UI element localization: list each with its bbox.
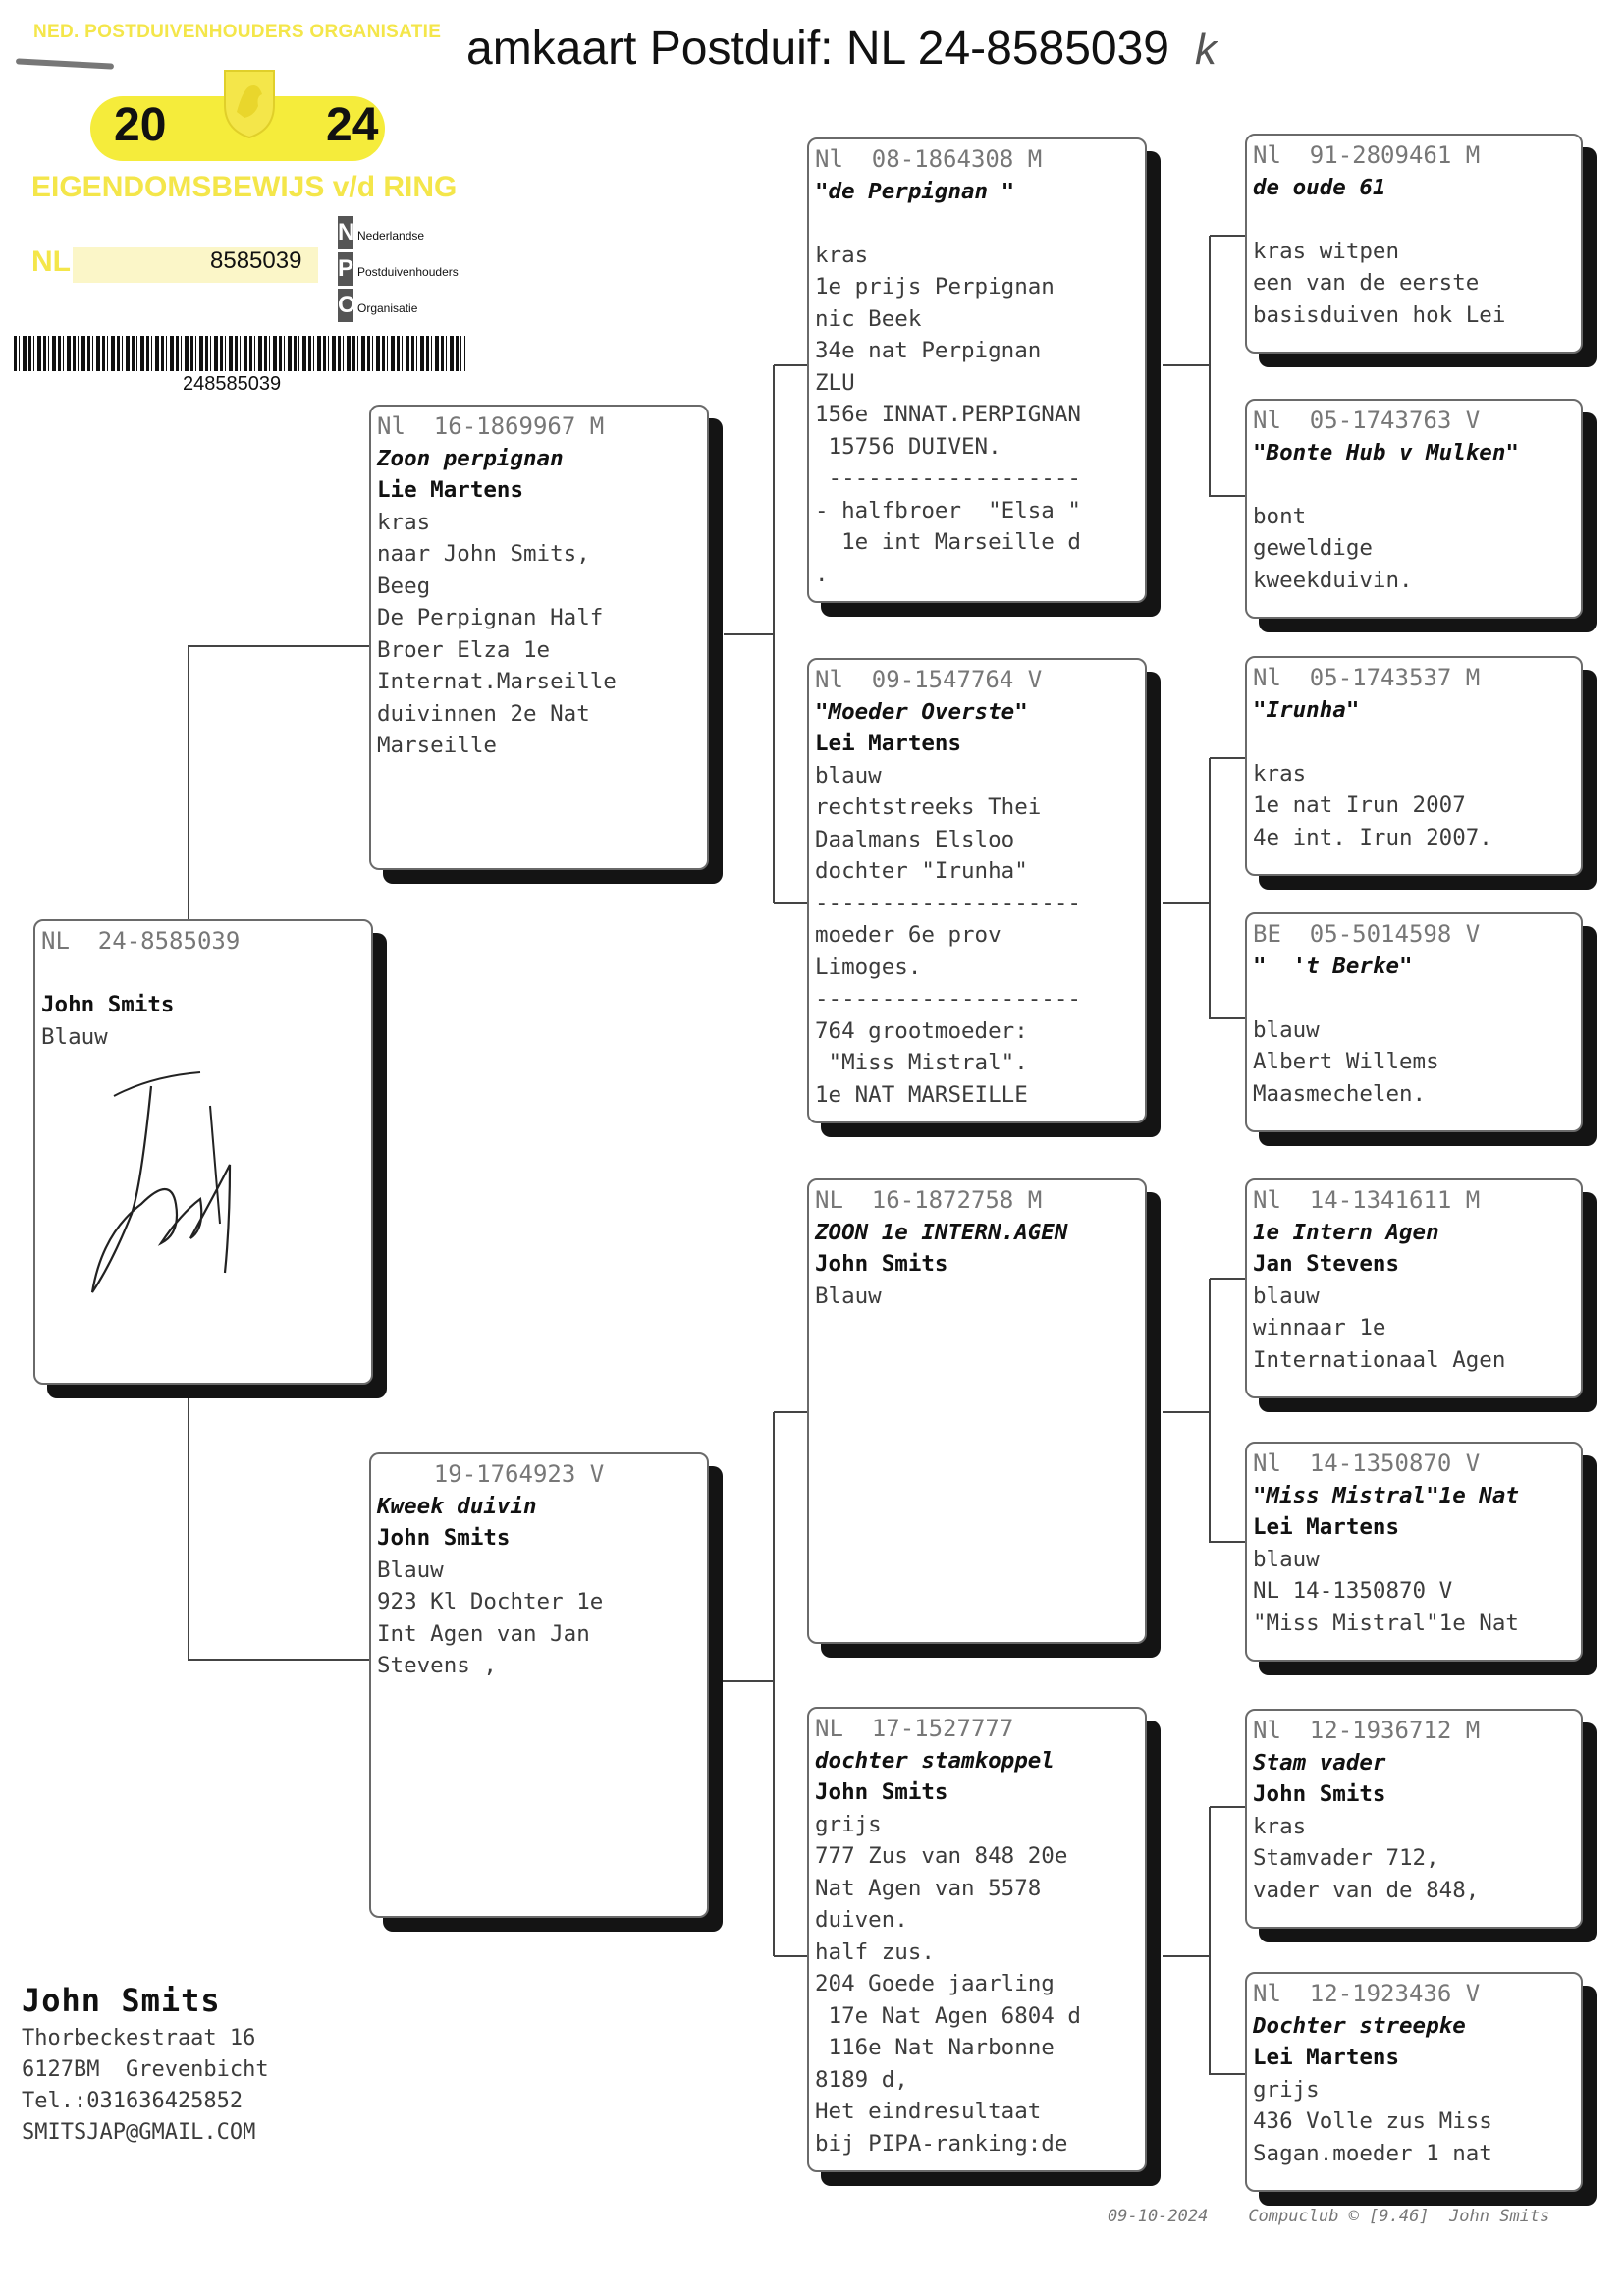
note-line: bont <box>1253 503 1307 529</box>
note-line: Blauw <box>41 1023 108 1050</box>
owner-name: Lie Martens <box>377 477 524 503</box>
note-line: basisduiven hok Lei <box>1253 301 1506 328</box>
pigeon-card-ffm <box>1245 399 1583 619</box>
ring-number: Nl 91-2809461 M <box>1253 141 1481 169</box>
pigeon-card-main <box>33 919 373 1385</box>
breeder-city: 6127BM Grevenbicht <box>22 2057 269 2082</box>
note-line: Stamvader 712, <box>1253 1845 1439 1871</box>
note-line: grijs <box>815 1811 882 1837</box>
pigeon-card-father-father <box>807 137 1147 603</box>
handwritten-mark: k <box>1195 26 1217 74</box>
note-line: -------------------- <box>815 890 1081 916</box>
pigeon-name: de oude 61 <box>1253 174 1386 200</box>
note-line: 1e nat Irun 2007 <box>1253 792 1466 818</box>
card-body <box>369 405 709 870</box>
note-line: 204 Goede jaarling <box>815 1971 1055 1996</box>
note-line <box>1253 982 1581 1014</box>
note-line: Beeg <box>377 573 431 599</box>
ring-number: NL 17-1527777 <box>815 1715 1014 1742</box>
owner-name: John Smits <box>41 992 175 1017</box>
note-line: kras <box>377 509 431 535</box>
print-date: 09-10-2024 <box>1108 2207 1209 2226</box>
pigeon-card-mother <box>369 1452 709 1918</box>
pigeon-name: Zoon perpignan <box>377 445 564 471</box>
note-line: 17e Nat Agen 6804 d <box>815 2002 1081 2029</box>
note-line: - halfbroer "Elsa " <box>815 497 1081 523</box>
ring-number: NL 24-8585039 <box>41 927 241 955</box>
breeder-address: Thorbeckestraat 16 <box>22 2026 256 2050</box>
note-line <box>1253 726 1581 758</box>
ring-number: Nl 14-1350870 V <box>1253 1449 1481 1477</box>
ring-number: Nl 12-1936712 M <box>1253 1717 1481 1744</box>
breeder-name: John Smits <box>22 1982 221 2019</box>
note-line: duiven. <box>815 1907 908 1933</box>
title-text: amkaart Postduif: NL 24-8585039 <box>466 23 1169 75</box>
note-line: blauw <box>1253 1546 1320 1572</box>
card-body <box>1245 1972 1583 2192</box>
note-line: kras witpen <box>1253 238 1400 264</box>
card-body <box>1245 134 1583 354</box>
note-line: Blauw <box>815 1283 882 1309</box>
pigeon-name: "de Perpignan " <box>815 178 1015 204</box>
npo-initial: P <box>338 252 353 286</box>
pigeon-name: "Miss Mistral"1e Nat <box>1253 1482 1519 1508</box>
pigeon-card-fmm <box>1245 912 1583 1132</box>
pigeon-card-mother-mother <box>807 1707 1147 2172</box>
npo-initial: N <box>338 216 353 249</box>
npo-initial: O <box>338 289 353 322</box>
note-line: blauw <box>815 762 882 789</box>
note-line: 8189 d, <box>815 2066 908 2093</box>
ring-number: Nl 09-1547764 V <box>815 666 1043 693</box>
owner-name: Lei Martens <box>815 731 962 756</box>
note-line: Daalmans Elsloo <box>815 826 1015 852</box>
note-line: vader van de 848, <box>1253 1877 1480 1903</box>
note-line: kras <box>1253 760 1307 787</box>
note-line: 116e Nat Narbonne <box>815 2035 1055 2060</box>
note-line <box>1253 468 1581 501</box>
note-line: Blauw <box>377 1557 444 1583</box>
note-line: geweldige <box>1253 535 1373 561</box>
pigeon-card-mff <box>1245 1178 1583 1398</box>
npo-word: Postduivenhouders <box>357 265 459 279</box>
note-line: half zus. <box>815 1939 935 1965</box>
pigeon-name: Kweek duivin <box>377 1493 537 1519</box>
note-line: De Perpignan Half <box>377 605 604 630</box>
ring-number: Nl 08-1864308 M <box>815 145 1043 173</box>
ring-number: Nl 12-1923436 V <box>1253 1980 1481 2007</box>
owner-name: Lei Martens <box>1253 1514 1400 1540</box>
card-body <box>807 1707 1147 2172</box>
note-line: NL 14-1350870 V <box>1253 1578 1453 1604</box>
note-line: ------------------- <box>815 465 1081 491</box>
note-line: 777 Zus van 848 20e <box>815 1843 1068 1869</box>
note-line: duivinnen 2e Nat <box>377 700 590 727</box>
note-line: "Miss Mistral". <box>815 1050 1028 1075</box>
owner-name: John Smits <box>815 1251 948 1277</box>
pigeon-card-mmf <box>1245 1709 1583 1929</box>
note-line: 1e NAT MARSEILLE <box>815 1081 1028 1108</box>
note-line: Internat.Marseille <box>377 669 617 694</box>
note-line: . <box>815 561 829 587</box>
ring-number: 8585039 <box>210 247 302 274</box>
note-line: 4e int. Irun 2007. <box>1253 824 1492 850</box>
note-line: Limoges. <box>815 954 922 980</box>
barcode-number: 248585039 <box>183 373 282 395</box>
signature <box>82 1066 249 1302</box>
note-line: Internationaal Agen <box>1253 1346 1506 1373</box>
note-line: rechtstreeks Thei <box>815 794 1042 820</box>
note-line: kras <box>815 242 869 268</box>
note-line: Int Agen van Jan <box>377 1620 590 1647</box>
pigeon-card-mmm <box>1245 1972 1583 2192</box>
note-line: kras <box>1253 1813 1307 1839</box>
note-line: kweekduivin. <box>1253 567 1413 593</box>
footer-user: John Smits <box>1449 2207 1550 2226</box>
note-line: Broer Elza 1e <box>377 636 551 663</box>
pigeon-card-mother-father <box>807 1178 1147 1644</box>
ring-number: NL 16-1872758 M <box>815 1186 1043 1214</box>
note-line: Stevens , <box>377 1653 497 1678</box>
pigeon-name: "Irunha" <box>1253 696 1360 723</box>
note-line: winnaar 1e <box>1253 1315 1386 1340</box>
pigeon-name: " 't Berke" <box>1253 953 1413 979</box>
note-line: 15756 DUIVEN. <box>815 433 1001 460</box>
card-body <box>1245 1178 1583 1398</box>
owner-name: Jan Stevens <box>1253 1251 1400 1277</box>
pigeon-card-father-mother <box>807 658 1147 1123</box>
note-line: blauw <box>1253 1016 1320 1043</box>
note-line: Nat Agen van 5578 <box>815 1875 1042 1901</box>
pigeon-name: "Moeder Overste" <box>815 698 1028 725</box>
note-line <box>1253 203 1581 236</box>
pigeon-name: 1e Intern Agen <box>1253 1219 1439 1245</box>
pigeon-name: Dochter streepke <box>1253 2012 1466 2039</box>
pigeon-name: Stam vader <box>1253 1749 1386 1776</box>
pigeon-name: ZOON 1e INTERN.AGEN <box>815 1219 1068 1245</box>
npo-word: Organisatie <box>357 301 418 315</box>
note-line: een van de eerste <box>1253 270 1480 296</box>
note-line: 34e nat Perpignan <box>815 338 1042 363</box>
card-body <box>1245 1442 1583 1662</box>
ring-org: NED. POSTDUIVENHOUDERS ORGANISATIE <box>33 22 442 42</box>
ring-number: Nl 05-1743763 V <box>1253 407 1481 434</box>
note-line: Marseille <box>377 733 497 758</box>
breeder-email: SMITSJAP@GMAIL.COM <box>22 2120 256 2145</box>
ring-number: 19-1764923 V <box>377 1460 605 1488</box>
card-body <box>369 1452 709 1918</box>
year-right: 24 <box>326 99 379 151</box>
card-body <box>1245 656 1583 876</box>
pigeon-card-father <box>369 405 709 870</box>
card-body <box>1245 912 1583 1132</box>
pigeon-card-fff <box>1245 134 1583 354</box>
pigeon-card-fmf <box>1245 656 1583 876</box>
note-line: 764 grootmoeder: <box>815 1017 1028 1044</box>
note-line: 1e prijs Perpignan <box>815 274 1055 300</box>
ring-number: BE 05-5014598 V <box>1253 920 1481 948</box>
note-line: 156e INNAT.PERPIGNAN <box>815 402 1081 427</box>
breeder-phone: Tel.:031636425852 <box>22 2089 244 2113</box>
ring-number: Nl 14-1341611 M <box>1253 1186 1481 1214</box>
owner-name: Lei Martens <box>1253 2045 1400 2070</box>
card-body <box>807 137 1147 603</box>
software-credit: Compuclub © [9.46] <box>1248 2207 1430 2226</box>
note-line: Het eindresultaat <box>815 2099 1042 2124</box>
pigeon-card-mfm <box>1245 1442 1583 1662</box>
pigeon-name: dochter stamkoppel <box>815 1747 1055 1774</box>
card-body <box>807 658 1147 1123</box>
pigeon-name: "Bonte Hub v Mulken" <box>1253 439 1519 465</box>
note-line: moeder 6e prov <box>815 922 1001 948</box>
note-line: bij PIPA-ranking:de <box>815 2130 1068 2157</box>
card-body <box>1245 1709 1583 1929</box>
owner-name: John Smits <box>377 1525 511 1551</box>
note-line: ZLU <box>815 369 855 396</box>
ownership-proof-label: EIGENDOMSBEWIJS v/d RING <box>31 171 458 203</box>
note-line: blauw <box>1253 1283 1320 1309</box>
footer <box>1108 2207 1549 2226</box>
note-line: "Miss Mistral"1e Nat <box>1253 1610 1519 1636</box>
note-line: nic Beek <box>815 305 922 332</box>
year-left: 20 <box>114 99 167 151</box>
note-line: dochter "Irunha" <box>815 858 1028 884</box>
note-line <box>815 207 1145 240</box>
card-body <box>807 1178 1147 1644</box>
ring-country: NL <box>31 246 71 278</box>
note-line: grijs <box>1253 2076 1320 2103</box>
note-line <box>41 957 371 990</box>
owner-name: John Smits <box>815 1779 948 1805</box>
note-line: Sagan.moeder 1 nat <box>1253 2140 1492 2166</box>
note-line: 923 Kl Dochter 1e <box>377 1589 604 1614</box>
note-line: Albert Willems <box>1253 1049 1439 1074</box>
note-line: 1e int Marseille d <box>815 529 1081 555</box>
owner-name: John Smits <box>1253 1781 1386 1807</box>
ring-number: Nl 05-1743537 M <box>1253 664 1481 691</box>
note-line: naar John Smits, <box>377 541 590 567</box>
breeder-info <box>22 1982 269 2149</box>
card-body <box>1245 399 1583 619</box>
note-line: -------------------- <box>815 986 1081 1011</box>
npo-word: Nederlandse <box>357 229 425 243</box>
note-line: 436 Volle zus Miss <box>1253 2108 1492 2134</box>
note-line: Maasmechelen. <box>1253 1080 1427 1107</box>
ring-number: Nl 16-1869967 M <box>377 412 605 440</box>
